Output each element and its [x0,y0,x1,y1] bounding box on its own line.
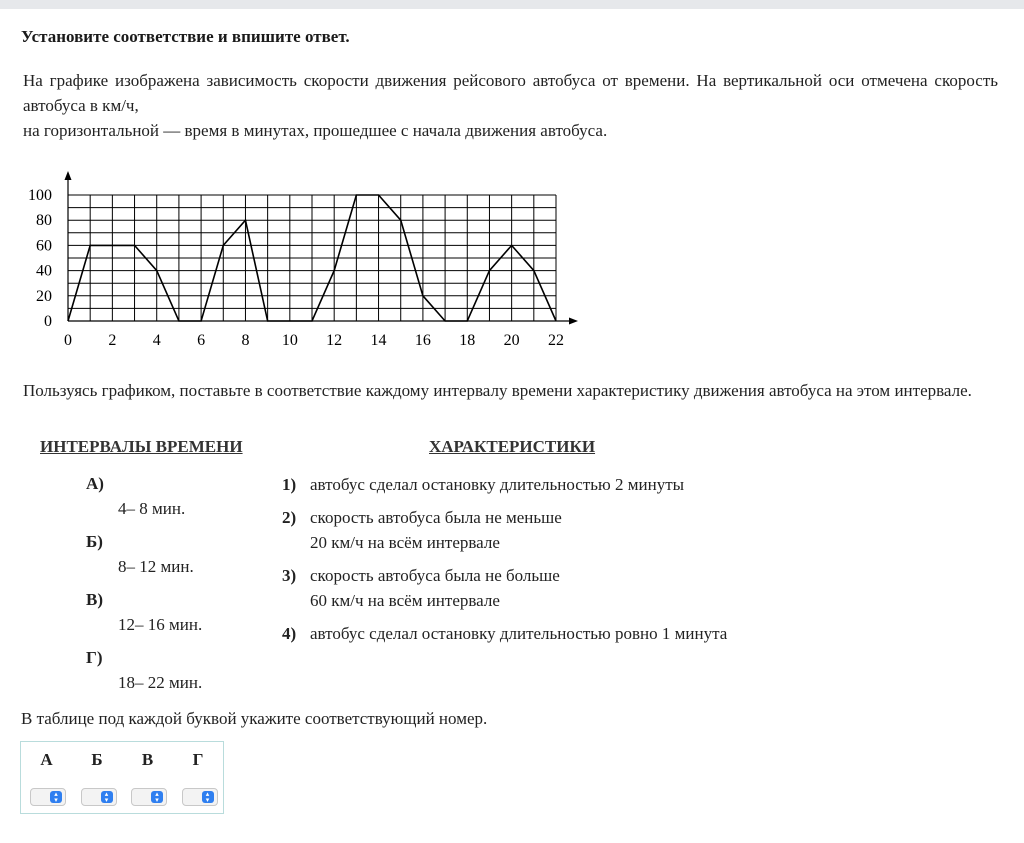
task-description [23,68,998,143]
x-tick-label: 2 [108,332,117,349]
top-bar [0,0,1024,9]
answer-column-v [122,742,173,813]
x-tick-label: 6 [197,332,206,349]
characteristic-number: 2) [282,508,297,527]
x-tick-label: 8 [241,332,250,349]
y-tick-label: 60 [36,237,52,255]
x-tick-label: 16 [414,332,431,349]
characteristic-number: 1) [282,475,297,494]
characteristic-3 [282,563,1002,613]
interval-range: 18– 22 мин. [118,673,203,692]
characteristic-text: скорость автобуса была не больше 60 км/ч на всём интервале [310,566,560,610]
answer-column-b [72,742,123,813]
characteristic-2 [282,505,1002,555]
x-tick-label: 12 [326,332,343,349]
characteristic-4 [282,621,1002,646]
interval-letter: Г) [86,648,103,667]
interval-letter: В) [86,590,103,609]
y-tick-label: 0 [44,313,52,330]
chevron-up-down-icon: ▴ ▾ [50,791,62,803]
speed-time-graph [20,167,600,357]
x-tick-label: 20 [503,332,520,349]
characteristics-list [282,472,1002,654]
x-tick-label: 14 [370,332,387,349]
answer-column-label: А [40,750,53,769]
interval-letter: А) [86,474,104,493]
x-tick-label: 10 [281,332,298,349]
chevron-up-down-icon: ▴ ▾ [202,791,214,803]
description-line-2: на горизонтальной — время в минутах, прошедшее с начала движения автобуса. [23,121,608,140]
x-axis-arrow [569,318,578,325]
question-text: Пользуясь графиком, поставьте в соответствие каждому интервалу времени характеристику движения автобуса на этом интервале. [23,381,972,400]
intervals-header: ИНТЕРВАЛЫ ВРЕМЕНИ [40,437,243,456]
characteristic-1 [282,472,1002,497]
y-tick-label: 40 [36,262,52,280]
y-tick-label: 100 [28,187,52,204]
answer-column-label: В [141,750,154,769]
answer-column-label: Г [192,750,204,769]
characteristic-number: 4) [282,624,297,643]
interval-range: 8– 12 мин. [118,557,194,576]
answer-table [20,741,224,814]
x-tick-label: 4 [152,332,161,349]
answer-select-b[interactable] [81,788,117,806]
characteristics-header: ХАРАКТЕРИСТИКИ [429,437,596,456]
answer-column-a [21,742,72,813]
x-tick-label: 0 [64,332,72,349]
x-tick-label: 18 [459,332,476,349]
chevron-up-down-icon: ▴ ▾ [151,791,163,803]
y-tick-label: 20 [36,287,52,305]
characteristic-text: автобус сделал остановку длительностью ровно 1 минута [310,624,728,643]
x-tick-label: 22 [548,332,564,349]
description-line-1: На графике изображена зависимость скорости движения рейсового автобуса от времени. На вертикальной оси отмечена скорость автобуса в км/ч, [23,71,998,115]
answer-select-v[interactable] [131,788,167,806]
interval-range: 12– 16 мин. [118,615,203,634]
answer-select-g[interactable] [182,788,218,806]
answer-select-a[interactable] [30,788,66,806]
chevron-up-down-icon: ▴ ▾ [101,791,113,803]
interval-letter: Б) [86,532,103,551]
characteristic-number: 3) [282,566,297,585]
answer-column-label: Б [91,750,103,769]
characteristic-text: автобус сделал остановку длительностью 2 минуты [310,475,685,494]
interval-range: 4– 8 мин. [118,499,186,518]
y-tick-label: 80 [36,212,52,230]
answer-instruction: В таблице под каждой буквой укажите соответствующий номер. [21,709,488,728]
characteristic-text: скорость автобуса была не меньше 20 км/ч на всём интервале [310,508,562,552]
answer-column-g [173,742,224,813]
task-title: Установите соответствие и впишите ответ. [21,27,350,46]
y-axis-arrow [65,171,72,180]
